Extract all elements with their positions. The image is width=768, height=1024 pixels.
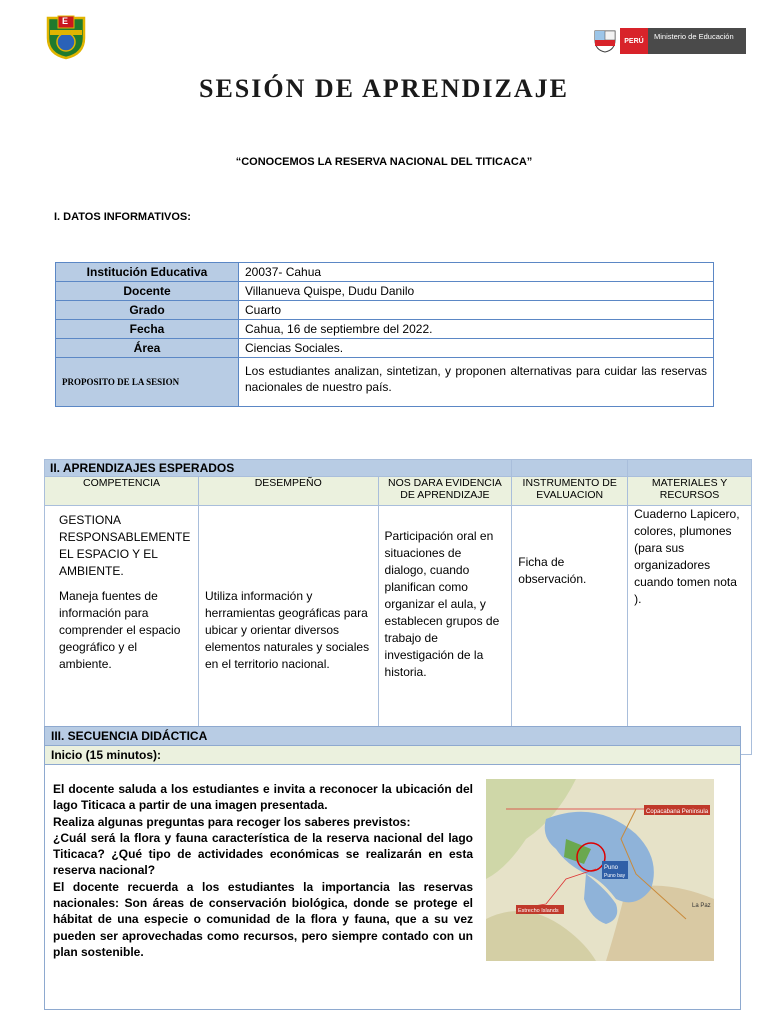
ministry-logo — [592, 28, 746, 54]
section-2-heading: II. APRENDIZAJES ESPERADOS — [45, 460, 512, 477]
info-label: Institución Educativa — [56, 263, 239, 282]
map-label: Estrecho Islands — [518, 908, 559, 914]
sequence-paragraph: El docente saluda a los estudiantes e invita a reconocer la ubicación del lago Titicaca a partir de una imagen presentada. — [53, 782, 473, 813]
section-1-heading: I. DATOS INFORMATIVOS: — [54, 211, 191, 223]
column-header: COMPETENCIA — [45, 477, 199, 506]
purpose-label: PROPOSITO DE LA SESION — [56, 358, 239, 407]
sequence-text — [53, 781, 473, 960]
table-row — [56, 263, 714, 282]
learning-table — [44, 459, 752, 755]
info-value: 20037- Cahua — [239, 263, 714, 282]
competencia-cell — [45, 506, 199, 755]
info-label: Área — [56, 339, 239, 358]
instrumento-cell: Ficha de observación. — [512, 506, 628, 755]
info-value: Cuarto — [239, 301, 714, 320]
info-value: Villanueva Quispe, Dudu Danilo — [239, 282, 714, 301]
map-label: Puno bay — [604, 873, 626, 879]
map-label: La Paz — [692, 903, 711, 909]
column-header: INSTRUMENTO DE EVALUACION — [512, 477, 628, 506]
info-label: Grado — [56, 301, 239, 320]
table-row — [56, 320, 714, 339]
column-header: NOS DARA EVIDENCIA DE APRENDIZAJE — [378, 477, 512, 506]
ministry-country: PERÚ — [620, 28, 648, 54]
section-3-heading: III. SECUENCIA DIDÁCTICA — [45, 727, 740, 746]
info-label: Fecha — [56, 320, 239, 339]
info-value: Cahua, 16 de septiembre del 2022. — [239, 320, 714, 339]
table-row — [56, 282, 714, 301]
section-3-subheading: Inicio (15 minutos): — [45, 746, 740, 765]
table-row — [56, 358, 714, 407]
info-table — [55, 262, 714, 407]
info-value: Ciencias Sociales. — [239, 339, 714, 358]
sequence-paragraph: ¿Cuál será la flora y fauna característica de la reserva nacional del lago Titicaca? ¿Qué tipo de actividades económicas se realizarán en esta reserva nacional? — [53, 830, 473, 878]
materiales-cell: Cuaderno Lapicero, colores, plumones (para sus organizadores cuando tomen nota ). — [628, 506, 752, 755]
table-row — [56, 339, 714, 358]
purpose-value: Los estudiantes analizan, sintetizan, y proponen alternativas para cuidar las reservas nacionales de nuestro país. — [239, 358, 714, 407]
sequence-paragraph: El docente recuerda a los estudiantes la importancia las reservas nacionales: Son áreas de conservación biológica, donde se protege el hábitat de una especie o comunidad de la flora y fauna, que a su vez pueden ser aprovechadas como recursos, pero siempre contado con un plan sostenible. — [53, 879, 473, 959]
school-logo-letter: E — [62, 16, 69, 26]
map-label: Puno — [604, 865, 619, 871]
school-logo — [44, 14, 88, 60]
page-title: SESIÓN DE APRENDIZAJE — [199, 74, 569, 103]
desempeno-cell: Utiliza información y herramientas geográficas para ubicar y orientar diversos elementos naturales y sociales en el territorio nacional. — [198, 506, 378, 755]
ministry-name: Ministerio de Educación — [648, 28, 746, 54]
didactic-sequence — [44, 726, 741, 1010]
map-label: Copacabana Peninsula — [646, 809, 709, 815]
info-label: Docente — [56, 282, 239, 301]
peru-coat-of-arms-icon — [592, 28, 618, 54]
column-header: DESEMPEÑO — [198, 477, 378, 506]
session-title: “CONOCEMOS LA RESERVA NACIONAL DEL TITICACA” — [235, 156, 533, 168]
evidencia-cell: Participación oral en situaciones de dialogo, cuando planifican como organizar el aula, y establecen grupos de trabajo de investigación de la historia. — [378, 506, 512, 755]
titicaca-map-image — [486, 779, 714, 961]
table-row — [56, 301, 714, 320]
competencia-capacity: Maneja fuentes de información para comprender el espacio geográfico y el ambiente. — [59, 589, 181, 671]
column-header: MATERIALES Y RECURSOS — [628, 477, 752, 506]
sequence-paragraph: Realiza algunas preguntas para recoger los saberes previstos: — [53, 814, 411, 829]
competencia-title: GESTIONA RESPONSABLEMENTE EL ESPACIO Y EL AMBIENTE. — [59, 513, 191, 578]
